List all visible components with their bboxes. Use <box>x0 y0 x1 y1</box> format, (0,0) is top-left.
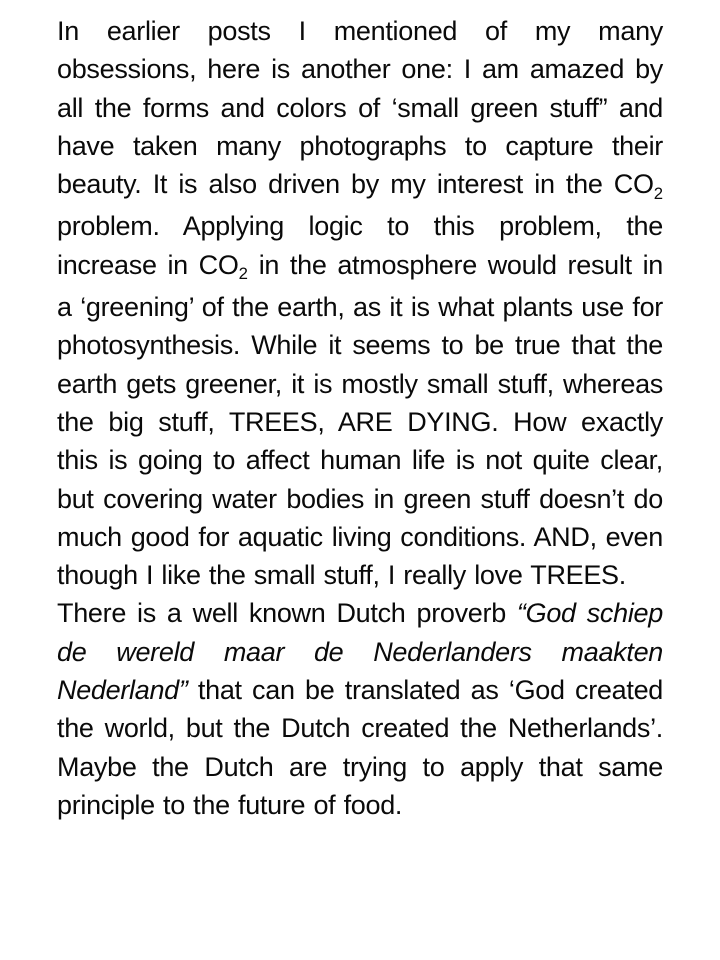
text-run-subscript: 2 <box>653 183 663 203</box>
text-run-subscript: 2 <box>238 264 248 284</box>
text-run: problem. Applying logic to this problem, the increase in CO <box>57 211 663 280</box>
text-run: in the atmosphere would result in a ‘greening’ of the earth, as it is what plants use for photosynthesis. While it seems to be true that the earth gets greener, it is mostly small stuff, whereas the big stuff, TREES, ARE DYING. How exactly this is going to affect human life is not quite clear, but covering water bodies in green stuff doesn’t do much good for aquatic living conditions. AND, even though I like the small stuff, I really love TREES. <box>57 249 663 591</box>
text-run: that can be translated as ‘God created the world, but the Dutch created the Netherlands’. Maybe the Dutch are trying to apply that same principle to the future of food. <box>57 675 663 820</box>
text-run: There is a well known Dutch proverb <box>57 598 517 629</box>
text-run-italic: “God schiep de wereld maar de Nederlanders maakten Nederland” <box>57 598 663 706</box>
paragraph <box>57 594 663 824</box>
paragraph <box>57 12 663 594</box>
document-body <box>57 12 663 824</box>
text-run: In earlier posts I mentioned of my many obsessions, here is another one: I am amazed by all the forms and colors of ‘small green stuff” and have taken many photographs to capture their beauty. It is also driven by my interest in the CO <box>57 16 663 200</box>
